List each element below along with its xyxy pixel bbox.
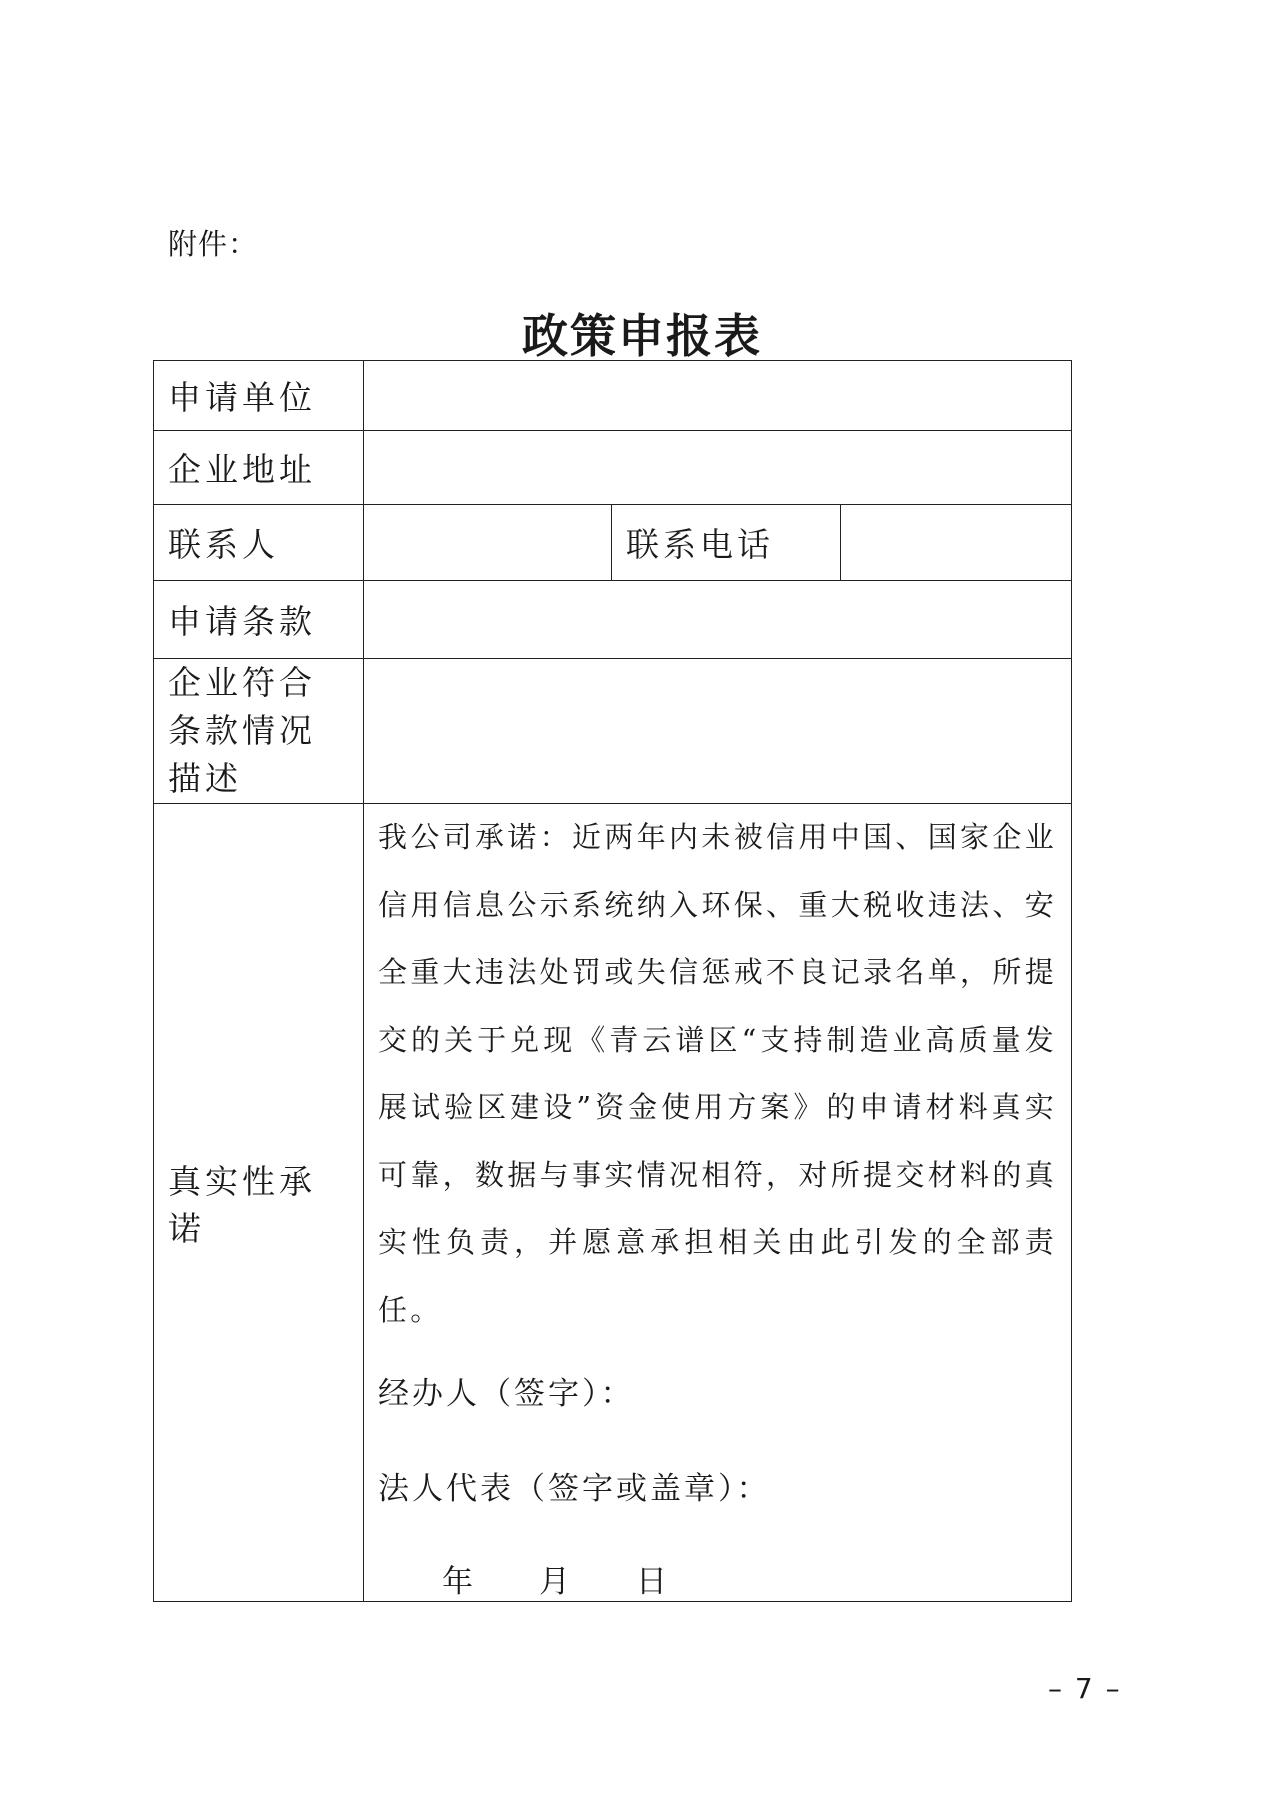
pledge-cell [364, 804, 1072, 1602]
phone-label: 联系电话 [612, 505, 841, 581]
address-field[interactable] [364, 431, 1072, 505]
applicant-label: 申请单位 [154, 361, 364, 431]
page-number: – 7 – [1048, 1672, 1122, 1705]
date-line[interactable] [378, 1556, 1057, 1601]
date-month: 月 [539, 1564, 574, 1600]
clause-field[interactable] [364, 581, 1072, 659]
date-day: 日 [636, 1564, 671, 1600]
compliance-field[interactable] [364, 659, 1072, 804]
policy-application-form [153, 360, 1072, 1602]
pledge-label: 真实性承诺 [154, 804, 364, 1602]
row-applicant [154, 361, 1072, 431]
applicant-field[interactable] [364, 361, 1072, 431]
row-pledge [154, 804, 1072, 1602]
row-contact [154, 505, 1072, 581]
compliance-label: 企业符合条款情况描述 [154, 659, 364, 804]
row-address [154, 431, 1072, 505]
legal-rep-signature[interactable]: 法人代表（签字或盖章）： [378, 1471, 771, 1507]
address-label: 企业地址 [154, 431, 364, 505]
attachment-label: 附件： [168, 227, 259, 261]
contact-label: 联系人 [154, 505, 364, 581]
clause-label: 申请条款 [154, 581, 364, 659]
phone-field[interactable] [841, 505, 1072, 581]
date-year: 年 [442, 1564, 477, 1600]
row-clause [154, 581, 1072, 659]
handler-signature[interactable]: 经办人（签字）： [378, 1376, 635, 1412]
row-compliance [154, 659, 1072, 804]
contact-field[interactable] [364, 505, 612, 581]
form-title: 政策申报表 [522, 309, 762, 363]
pledge-text: 我公司承诺：近两年内未被信用中国、国家企业信用信息公示系统纳入环保、重大税收违法、安全重大违法处罚或失信惩戒不良记录名单，所提交的关于兑现《青云谱区“支持制造业高质量发展试验区建设”资金使用方案》的申请材料真实可靠，数据与事实情况相符，对所提交材料的真实性负责，并愿意承担相关由此引发的全部责任。 [378, 820, 1058, 1327]
